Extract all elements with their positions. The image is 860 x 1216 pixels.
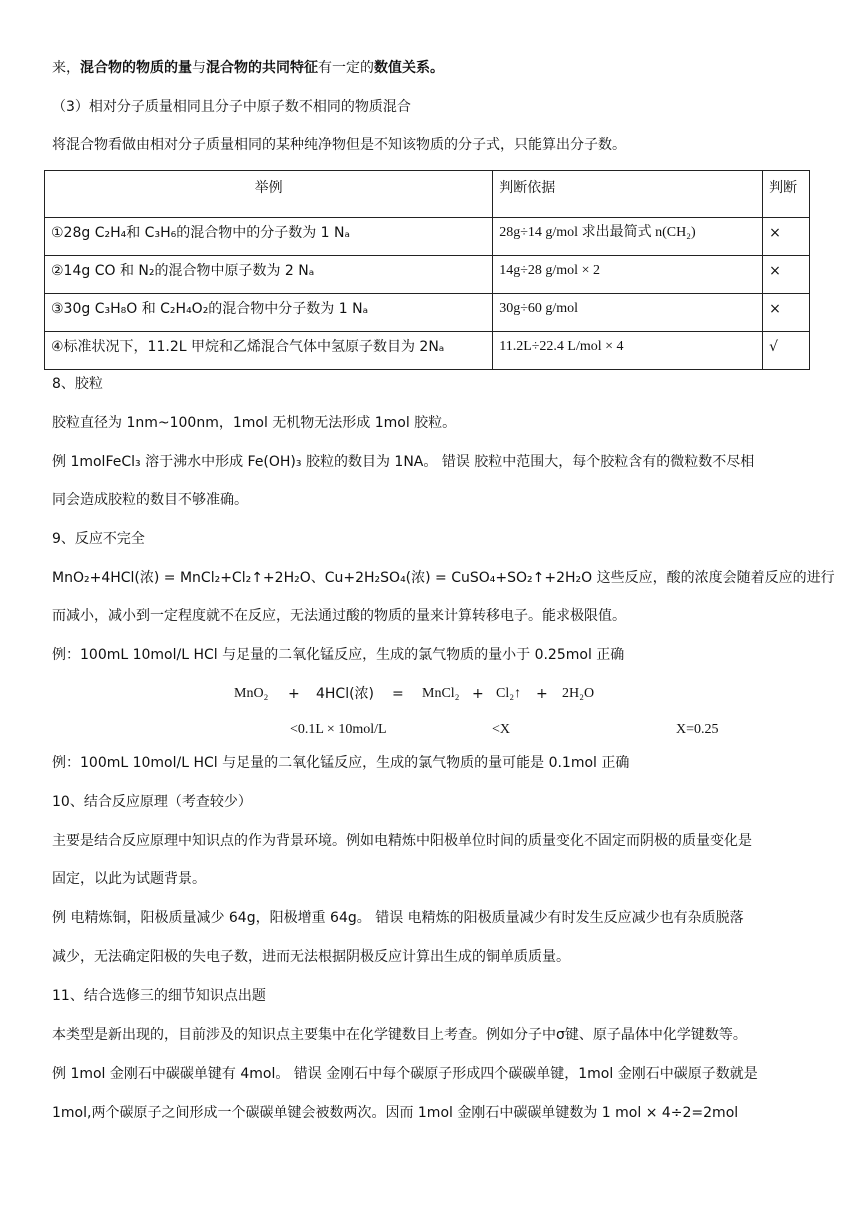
section-heading-3: （3）相对分子质量相同且分子中原子数不相同的物质混合	[52, 99, 411, 115]
sec10-paragraph-3: 例 电精炼铜，阳极质量减少 64g，阳极增重 64g。 错误 电精炼的阳极质量减少有时发生反应减少也有杂质脱落	[52, 910, 744, 926]
equation-under-3: X=0.25	[676, 722, 719, 737]
equation-term: 4HCl(浓)	[316, 686, 375, 702]
example-table	[44, 170, 810, 370]
sec10-paragraph-2: 固定，以此为试题背景。	[52, 871, 206, 887]
intro-bold-2: 混合物的共同特征	[206, 60, 318, 76]
table-row	[45, 294, 810, 332]
intro-text-c: 与	[192, 60, 206, 76]
table-cell-basis: 28g÷14 g/mol 求出最简式 n(CH₂)	[493, 218, 763, 256]
equation-term: +	[536, 686, 548, 702]
table-cell-basis: 14g÷28 g/mol × 2	[493, 256, 763, 294]
equation-term: =	[392, 686, 404, 702]
table-row	[45, 332, 810, 370]
equation-term: Cl₂↑	[496, 686, 522, 701]
sec11-paragraph-3: 1mol,两个碳原子之间形成一个碳碳单键会被数两次。因而 1mol 金刚石中碳碳单键数为 1 mol × 4÷2=2mol	[52, 1105, 739, 1121]
table-row	[45, 256, 810, 294]
sec9-example-1: 例：100mL 10mol/L HCl 与足量的二氧化锰反应，生成的氯气物质的量小于 0.25mol 正确	[52, 647, 625, 663]
table-cell-verdict: ×	[763, 218, 810, 256]
table-header-cell: 判断依据	[493, 171, 763, 218]
equation-under-1: <0.1L × 10mol/L	[290, 722, 387, 737]
intro-text-d: 有一定的	[318, 60, 374, 76]
sec10-paragraph-1: 主要是结合反应原理中知识点的作为背景环境。例如电精炼中阳极单位时间的质量变化不固定而阴极的质量变化是	[52, 833, 752, 849]
sec9-paragraph-1: MnO₂+4HCl(浓) = MnCl₂+Cl₂↑+2H₂O、Cu+2H₂SO₄(浓) = CuSO₄+SO₂↑+2H₂O 这些反应，酸的浓度会随着反应的进行	[52, 570, 835, 586]
equation-term: +	[288, 686, 300, 702]
section-desc-3: 将混合物看做由相对分子质量相同的某种纯净物但是不知该物质的分子式，只能算出分子数。	[52, 137, 626, 153]
sec9-example-2: 例：100mL 10mol/L HCl 与足量的二氧化锰反应，生成的氯气物质的量可能是 0.1mol 正确	[52, 755, 630, 771]
table-header-cell: 判断	[763, 171, 810, 218]
sec8-paragraph-3: 同会造成胶粒的数目不够准确。	[52, 492, 248, 508]
table-cell-example: ②14g CO 和 N₂的混合物中原子数为 2 Nₐ	[45, 256, 493, 294]
equation-term: MnCl₂	[422, 686, 460, 701]
table-cell-basis: 11.2L÷22.4 L/mol × 4	[493, 332, 763, 370]
table-cell-basis: 30g÷60 g/mol	[493, 294, 763, 332]
intro-bold-1: 混合物的物质的量	[80, 60, 192, 76]
equation-term: +	[472, 686, 484, 702]
equation-term: 2H₂O	[562, 686, 595, 701]
section-title-8: 8、胶粒	[52, 376, 103, 392]
section-title-11: 11、结合选修三的细节知识点出题	[52, 988, 266, 1004]
table-cell-example: ④标准状况下，11.2L 甲烷和乙烯混合气体中氢原子数目为 2Nₐ	[45, 332, 493, 370]
equation-term: MnO₂	[234, 686, 269, 701]
section-title-10: 10、结合反应原理（考查较少）	[52, 794, 252, 810]
equation-under-2: <X	[492, 722, 511, 737]
sec9-paragraph-2: 而减小，减小到一定程度就不在反应，无法通过酸的物质的量来计算转移电子。能求极限值。	[52, 608, 626, 624]
sec11-paragraph-2: 例 1mol 金刚石中碳碳单键有 4mol。 错误 金刚石中每个碳原子形成四个碳碳单键，1mol 金刚石中碳原子数就是	[52, 1066, 758, 1082]
table-header-row	[45, 171, 810, 218]
table-cell-verdict: ×	[763, 294, 810, 332]
sec10-paragraph-4: 减少，无法确定阳极的失电子数，进而无法根据阴极反应计算出生成的铜单质质量。	[52, 949, 570, 965]
table-cell-example: ①28g C₂H₄和 C₃H₆的混合物中的分子数为 1 Nₐ	[45, 218, 493, 256]
sec8-paragraph-1: 胶粒直径为 1nm~100nm，1mol 无机物无法形成 1mol 胶粒。	[52, 415, 457, 431]
sec8-paragraph-2: 例 1molFeCl₃ 溶于沸水中形成 Fe(OH)₃ 胶粒的数目为 1NA。 错误 胶粒中范围大，每个胶粒含有的微粒数不尽相	[52, 454, 755, 470]
intro-bold-3: 数值关系。	[374, 60, 444, 76]
table-cell-example: ③30g C₃H₈O 和 C₂H₄O₂的混合物中分子数为 1 Nₐ	[45, 294, 493, 332]
table-header-cell: 举例	[45, 171, 493, 218]
sec11-paragraph-1: 本类型是新出现的，目前涉及的知识点主要集中在化学键数目上考查。例如分子中σ键、原子晶体中化学键数等。	[52, 1027, 747, 1043]
table-cell-verdict: ×	[763, 256, 810, 294]
intro-paragraph	[52, 58, 444, 78]
table-row	[45, 218, 810, 256]
table-cell-verdict: √	[763, 332, 810, 370]
intro-text-a: 来，	[52, 60, 80, 76]
section-title-9: 9、反应不完全	[52, 531, 145, 547]
